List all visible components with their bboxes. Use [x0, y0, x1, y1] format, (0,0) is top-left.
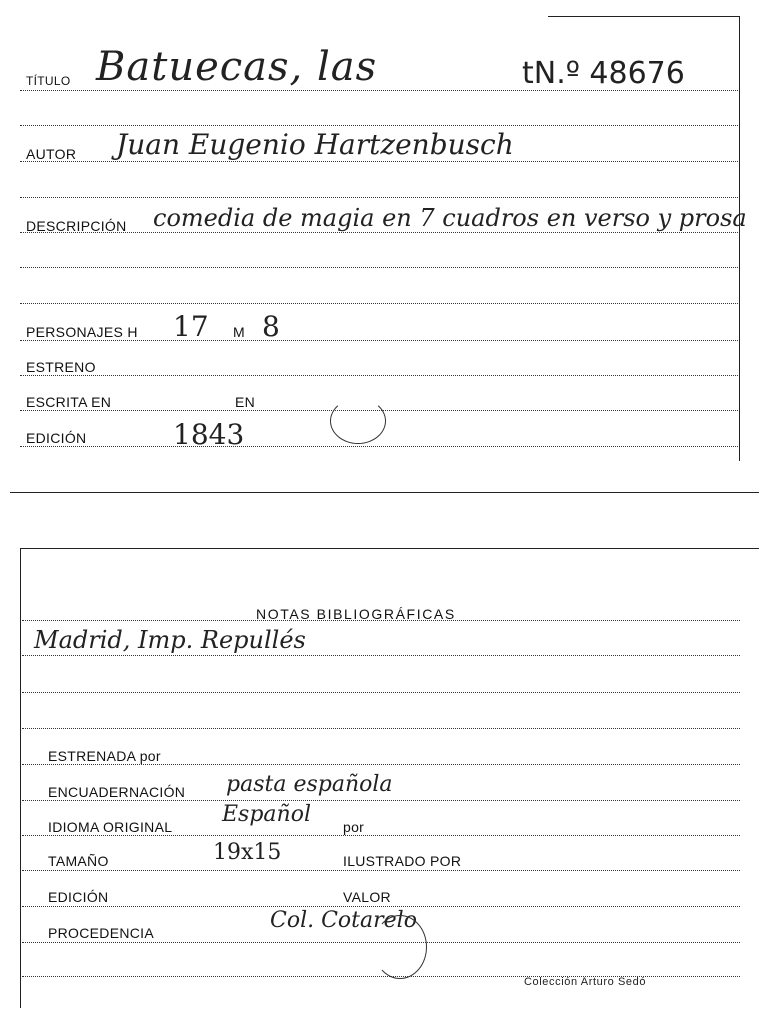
rule-edicion-b	[22, 906, 740, 907]
rule-estreno	[20, 375, 738, 376]
escrita-label: ESCRITA EN	[26, 394, 112, 410]
rule-idioma	[22, 835, 740, 836]
edicion-value: 1843	[173, 418, 245, 451]
titulo-value: Batuecas, las	[96, 44, 378, 90]
procedencia-value: Col. Cotarelo	[270, 908, 417, 933]
catalog-card-bottom	[0, 540, 759, 1028]
collection-footer: Colección Arturo Sedó	[524, 976, 647, 988]
rule-b1	[22, 655, 740, 656]
notas-heading: NOTAS BIBLIOGRÁFICAS	[256, 606, 456, 622]
autor-value: Juan Eugenio Hartzenbusch	[116, 128, 514, 161]
titulo-label: TÍTULO	[26, 74, 71, 88]
personajes-h-value: 17	[173, 310, 209, 343]
idioma-value: Español	[222, 802, 311, 827]
card-top-top-border	[548, 16, 740, 17]
rule-encuadernacion	[22, 800, 740, 801]
rule-tamano	[22, 870, 740, 871]
card-top-bottom-edge	[10, 492, 759, 493]
ilustrado-label: ILUSTRADO POR	[343, 853, 462, 869]
tamano-value: 19x15	[213, 840, 282, 865]
rule-b2	[22, 692, 740, 693]
rule-1	[20, 125, 738, 126]
rule-descripcion	[20, 232, 738, 233]
card-top-right-border	[739, 16, 740, 461]
idioma-label: IDIOMA ORIGINAL	[48, 819, 173, 835]
valor-label: VALOR	[343, 889, 391, 905]
rule-personajes	[20, 340, 738, 341]
hole-punch-mark-bottom	[373, 915, 427, 979]
por-label: por	[343, 819, 365, 835]
autor-label: AUTOR	[26, 146, 77, 162]
personajes-m-value: 8	[262, 310, 280, 343]
catalog-number: tN.º 48676	[522, 56, 685, 91]
en-label: EN	[235, 394, 256, 410]
descripcion-value: comedia de magia en 7 cuadros en verso y prosa	[153, 204, 747, 232]
personajes-m-label: M	[233, 324, 245, 340]
rule-edicion	[20, 446, 738, 447]
personajes-label: PERSONAJES H	[26, 324, 138, 340]
rule-autor	[20, 161, 738, 162]
rule-3	[20, 267, 738, 268]
procedencia-label: PROCEDENCIA	[48, 925, 154, 941]
card-bottom-top-border	[20, 548, 759, 549]
edicion-b-label: EDICIÓN	[48, 889, 109, 905]
encuadernacion-value: pasta española	[226, 772, 393, 797]
tamano-label: TAMAÑO	[48, 853, 109, 869]
rule-estrenada	[22, 764, 740, 765]
card-bottom-left-border	[20, 548, 21, 1008]
rule-b3	[22, 728, 740, 729]
notas-value: Madrid, Imp. Repullés	[34, 626, 306, 654]
edicion-label: EDICIÓN	[26, 430, 87, 446]
descripcion-label: DESCRIPCIÓN	[26, 218, 127, 234]
estrenada-label: ESTRENADA por	[48, 748, 161, 764]
hole-punch-mark	[330, 398, 386, 444]
catalog-card-top	[0, 0, 759, 495]
estreno-label: ESTRENO	[26, 359, 96, 375]
encuadernacion-label: ENCUADERNACIÓN	[48, 784, 186, 800]
rule-4	[20, 303, 738, 304]
rule-2	[20, 197, 738, 198]
